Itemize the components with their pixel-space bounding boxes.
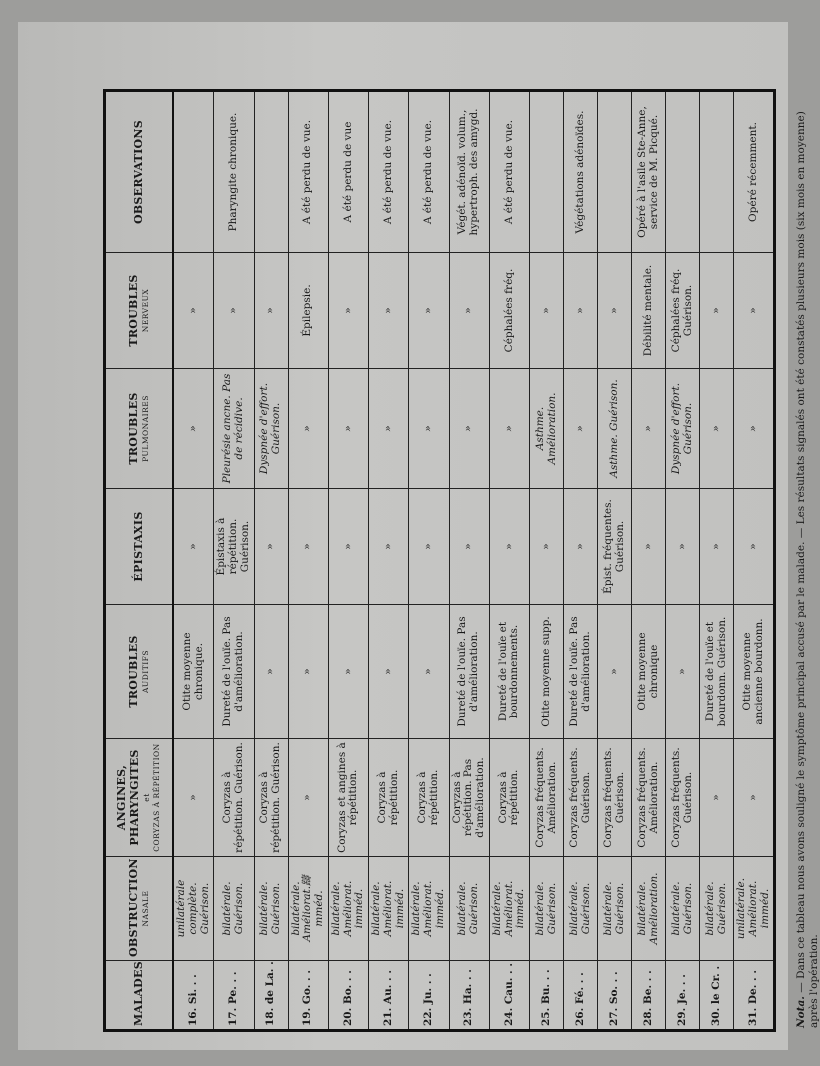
cell-obstruction: bilatérale. Guérison. xyxy=(700,857,734,961)
cell-angines: Coryzas fréquents. Guérison. xyxy=(564,739,598,857)
cell-malade: 30. le Cr. . xyxy=(700,961,734,1031)
cell-troubles-nerveux: » xyxy=(700,253,734,369)
cell-troubles-pulmonaires: » xyxy=(449,369,489,489)
table-row xyxy=(598,91,632,1031)
cell-troubles-nerveux: Céphalées fréq. Guérison. xyxy=(666,253,700,369)
cell-observations: Pharyngite chronique. xyxy=(214,91,254,253)
cell-angines: » xyxy=(173,739,214,857)
cell-observations: A été perdu de vue. xyxy=(489,91,529,253)
cell-malade: 19. Go. . . xyxy=(288,961,328,1031)
cell-epistaxis: » xyxy=(409,489,449,605)
cell-malade: 27. So. . . xyxy=(598,961,632,1031)
cell-troubles-nerveux: » xyxy=(409,253,449,369)
header-obstruction: OBSTRUCTION NASALE xyxy=(105,857,174,961)
cell-malade: 18. de La. . xyxy=(254,961,288,1031)
cell-troubles-pulmonaires: Pleurésie ancne. Pas de récidive. xyxy=(214,369,254,489)
header-troubles-auditifs: TROUBLES AUDITIFS xyxy=(105,605,174,739)
cell-obstruction: bilatérale. Améliorat.躊mméd. xyxy=(288,857,328,961)
cell-observations xyxy=(666,91,700,253)
cell-troubles-auditifs: Dureté de l'ouïe et bourdonn. Guérison. xyxy=(700,605,734,739)
cell-epistaxis: » xyxy=(564,489,598,605)
table-row xyxy=(214,91,254,1031)
cell-troubles-pulmonaires: » xyxy=(328,369,368,489)
cell-observations: A été perdu de vue. xyxy=(288,91,328,253)
cell-malade: 22. Ju. . . xyxy=(409,961,449,1031)
cell-observations: A été perdu de vue xyxy=(328,91,368,253)
cell-observations: Opéré récemment. xyxy=(734,91,775,253)
cell-troubles-auditifs: Otite moyenne ancienne bourdonn. xyxy=(734,605,775,739)
table-body xyxy=(173,91,775,1031)
cell-observations xyxy=(700,91,734,253)
cell-angines: Coryzas fréquents. Amélioration. xyxy=(632,739,666,857)
cell-obstruction: bilatérale. Guérison. xyxy=(530,857,564,961)
cell-troubles-nerveux: » xyxy=(564,253,598,369)
cell-obstruction: bilatérale. Guérison. xyxy=(598,857,632,961)
cell-angines: Coryzas à répétition. Guérison. xyxy=(254,739,288,857)
cell-malade: 31. De. . . xyxy=(734,961,775,1031)
cell-malade: 16. Si. . . xyxy=(173,961,214,1031)
cell-epistaxis: Épistaxis à répétition. Guérison. xyxy=(214,489,254,605)
cell-troubles-auditifs: » xyxy=(409,605,449,739)
cell-angines: » xyxy=(700,739,734,857)
cell-troubles-nerveux: » xyxy=(369,253,409,369)
cell-obstruction: bilatérale. Améliorat. imméd. xyxy=(369,857,409,961)
cell-epistaxis: » xyxy=(632,489,666,605)
cell-troubles-auditifs: Dureté de l'ouïe. Pas d'amélioration. xyxy=(449,605,489,739)
table-row xyxy=(449,91,489,1031)
cell-epistaxis: » xyxy=(254,489,288,605)
header-row xyxy=(105,91,174,1031)
cell-epistaxis: » xyxy=(173,489,214,605)
results-table xyxy=(103,89,776,1032)
table-row xyxy=(173,91,214,1031)
cell-epistaxis: » xyxy=(328,489,368,605)
cell-epistaxis: » xyxy=(666,489,700,605)
cell-malade: 28. Be. . . xyxy=(632,961,666,1031)
table-row xyxy=(734,91,775,1031)
cell-troubles-pulmonaires: Asthme. Guérison. xyxy=(598,369,632,489)
table-row xyxy=(409,91,449,1031)
header-observations: OBSERVATIONS xyxy=(105,91,174,253)
rotated-table-block xyxy=(103,92,820,1032)
cell-angines: Coryzas à répétition. xyxy=(369,739,409,857)
cell-epistaxis: » xyxy=(369,489,409,605)
cell-troubles-auditifs: Otite moyenne supp. xyxy=(530,605,564,739)
cell-obstruction: bilatérale. Guérison. xyxy=(254,857,288,961)
cell-troubles-nerveux: Débilité mentale. xyxy=(632,253,666,369)
cell-obstruction: bilatérale. Guérison. xyxy=(214,857,254,961)
cell-troubles-pulmonaires: » xyxy=(288,369,328,489)
cell-angines: Coryzas à répétition. Pas d'amélioration. xyxy=(449,739,489,857)
cell-troubles-nerveux: » xyxy=(214,253,254,369)
cell-angines: » xyxy=(734,739,775,857)
cell-obstruction: bilatérale. Guérison. xyxy=(666,857,700,961)
cell-malade: 29. Je. . . xyxy=(666,961,700,1031)
cell-troubles-auditifs: Dureté de l'ouïe. Pas d'amélioration. xyxy=(214,605,254,739)
cell-observations: A été perdu de vue. xyxy=(369,91,409,253)
cell-troubles-auditifs: Dureté de l'ouïe. Pas d'amélioration. xyxy=(564,605,598,739)
cell-malade: 17. Pe. . . xyxy=(214,961,254,1031)
cell-troubles-nerveux: » xyxy=(173,253,214,369)
cell-troubles-pulmonaires: » xyxy=(734,369,775,489)
cell-epistaxis: » xyxy=(734,489,775,605)
cell-troubles-auditifs: » xyxy=(666,605,700,739)
cell-troubles-pulmonaires: » xyxy=(564,369,598,489)
header-malades: MALADES xyxy=(105,961,174,1031)
cell-observations: A été perdu de vue. xyxy=(409,91,449,253)
cell-observations: Végét. adénoïd. volum., hypertroph. des amygd. xyxy=(449,91,489,253)
table-row xyxy=(666,91,700,1031)
cell-observations xyxy=(530,91,564,253)
cell-angines: Coryzas à répétition. xyxy=(489,739,529,857)
cell-malade: 26. Fé. . . xyxy=(564,961,598,1031)
cell-epistaxis: » xyxy=(530,489,564,605)
footnote-text: — Dans ce tableau nous avons souligné le symptôme principal accusé par le malade. — Les résultats signalés ont été constatés plusieurs mois (six mois en moyenne) après l'opération. xyxy=(795,111,820,1028)
cell-troubles-pulmonaires: » xyxy=(409,369,449,489)
cell-obstruction: bilatérale. Guérison. xyxy=(449,857,489,961)
cell-malade: 24. Cau. . . xyxy=(489,961,529,1031)
cell-angines: Coryzas à répétition. xyxy=(409,739,449,857)
cell-obstruction: bilatérale. Guérison. xyxy=(564,857,598,961)
cell-epistaxis: » xyxy=(489,489,529,605)
cell-malade: 23. Ha. . . xyxy=(449,961,489,1031)
cell-troubles-nerveux: » xyxy=(328,253,368,369)
cell-troubles-nerveux: Céphalées fréq. xyxy=(489,253,529,369)
cell-angines: Coryzas fréquents. Guérison. xyxy=(666,739,700,857)
cell-angines: Coryzas à répétition. Guérison. xyxy=(214,739,254,857)
cell-troubles-pulmonaires: » xyxy=(700,369,734,489)
cell-observations xyxy=(173,91,214,253)
header-epistaxis: ÉPISTAXIS xyxy=(105,489,174,605)
cell-observations xyxy=(598,91,632,253)
cell-angines: Coryzas fréquents. Guérison. xyxy=(598,739,632,857)
cell-epistaxis: » xyxy=(288,489,328,605)
footnote xyxy=(795,92,820,1028)
cell-troubles-pulmonaires: » xyxy=(369,369,409,489)
cell-troubles-pulmonaires: » xyxy=(489,369,529,489)
cell-obstruction: unilatérale complète. Guérison. xyxy=(173,857,214,961)
cell-troubles-nerveux: » xyxy=(530,253,564,369)
cell-malade: 20. Bo. . . xyxy=(328,961,368,1031)
header-angines: ANGINES, PHARYNGITES et CORYZAS À RÉPÉTITION xyxy=(105,739,174,857)
table-row xyxy=(700,91,734,1031)
cell-angines: Coryzas fréquents. Amélioration. xyxy=(530,739,564,857)
cell-troubles-auditifs: Dureté de l'ouïe et bourdonnements. xyxy=(489,605,529,739)
table-row xyxy=(632,91,666,1031)
cell-observations: Végétations adénoïdes. xyxy=(564,91,598,253)
cell-troubles-auditifs: » xyxy=(369,605,409,739)
cell-malade: 21. Au. . . xyxy=(369,961,409,1031)
table-row xyxy=(530,91,564,1031)
table-row xyxy=(288,91,328,1031)
header-troubles-pulmonaires: TROUBLES PULMONAIRES xyxy=(105,369,174,489)
header-troubles-nerveux: TROUBLES NERVEUX xyxy=(105,253,174,369)
cell-troubles-nerveux: Épilepsie. xyxy=(288,253,328,369)
cell-epistaxis: » xyxy=(449,489,489,605)
cell-observations xyxy=(254,91,288,253)
cell-angines: Coryzas et angines à répétition. xyxy=(328,739,368,857)
table-row xyxy=(564,91,598,1031)
cell-obstruction: bilatérale. Améliorat. imméd. xyxy=(409,857,449,961)
cell-troubles-auditifs: » xyxy=(328,605,368,739)
table-row xyxy=(489,91,529,1031)
cell-troubles-auditifs: » xyxy=(598,605,632,739)
document-page xyxy=(18,22,820,1050)
cell-troubles-auditifs: » xyxy=(254,605,288,739)
cell-troubles-pulmonaires: Dyspnée d'effort. Guérison. xyxy=(666,369,700,489)
cell-troubles-nerveux: » xyxy=(449,253,489,369)
table-row xyxy=(328,91,368,1031)
cell-epistaxis: » xyxy=(700,489,734,605)
cell-troubles-pulmonaires: » xyxy=(173,369,214,489)
cell-troubles-nerveux: » xyxy=(254,253,288,369)
table-row xyxy=(254,91,288,1031)
table-row xyxy=(369,91,409,1031)
footnote-lead: Nota. xyxy=(795,996,807,1028)
cell-troubles-auditifs: Otite moyenne chronique. xyxy=(173,605,214,739)
cell-epistaxis: Épist. fréquentes. Guérison. xyxy=(598,489,632,605)
cell-troubles-pulmonaires: Dyspnée d'effort. Guérison. xyxy=(254,369,288,489)
cell-troubles-nerveux: » xyxy=(598,253,632,369)
cell-obstruction: bilatérale. Améliorat. imméd. xyxy=(328,857,368,961)
cell-observations: Opéré à l'asile Ste-Anne, service de M. Picqué. xyxy=(632,91,666,253)
cell-troubles-auditifs: » xyxy=(288,605,328,739)
cell-angines: » xyxy=(288,739,328,857)
cell-obstruction: bilatérale. Améliorat. imméd. xyxy=(489,857,529,961)
cell-troubles-pulmonaires: Asthme. Amélioration. xyxy=(530,369,564,489)
cell-obstruction: bilatérale. Amélioration. xyxy=(632,857,666,961)
cell-troubles-nerveux: » xyxy=(734,253,775,369)
cell-troubles-pulmonaires: » xyxy=(632,369,666,489)
cell-troubles-auditifs: Otite moyenne chronique xyxy=(632,605,666,739)
cell-obstruction: unilatérale. Améliorat. imméd. xyxy=(734,857,775,961)
cell-malade: 25. Bu. . . xyxy=(530,961,564,1031)
